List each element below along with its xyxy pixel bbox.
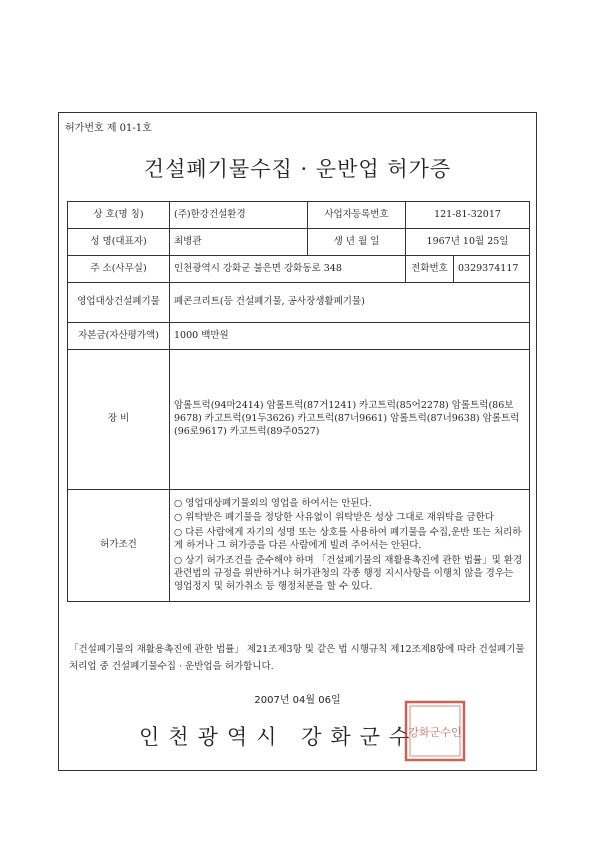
- condition-item: ○ 영업대상폐기물외의 영업을 하여서는 안된다.: [174, 497, 372, 509]
- svg-text:강화군수인: 강화군수인: [408, 726, 462, 739]
- table-row: [68, 229, 530, 256]
- phone-label: 전화번호: [406, 256, 454, 283]
- permit-certificate: [58, 112, 537, 771]
- conditions-list: [170, 490, 530, 602]
- birthdate-label: 생 년 월 일: [308, 229, 406, 256]
- issuing-authority: 인천광역시 강화군수: [139, 725, 419, 749]
- table-row: [68, 202, 530, 229]
- document-title: 건설폐기물수집 · 운반업 허가증: [143, 157, 452, 181]
- conditions-label: 허가조건: [68, 490, 170, 602]
- table-row: [68, 490, 530, 602]
- legal-basis-text: 「건설폐기물의 재활용촉진에 관한 법률」 제21조제3항 및 같은 법 시행규칙 제12조제8항에 따라 건설폐기물 처리업 중 건설폐기물수집 · 운반업을 허가합니다.: [69, 644, 525, 673]
- official-seal-icon: [404, 700, 466, 762]
- equipment-label: 장 비: [68, 350, 170, 490]
- waste-type-value: 폐콘크리트(등 건설폐기물, 공사장생활폐기물): [170, 283, 530, 323]
- company-value: (주)한강건설환경: [170, 202, 308, 229]
- permit-details-table: [67, 201, 530, 602]
- permit-number: 허가번호 제 01-1호: [65, 123, 152, 134]
- company-label: 상 호(명 칭): [68, 202, 170, 229]
- address-label: 주 소(사무실): [68, 256, 170, 283]
- condition-item: ○ 위탁받은 폐기물을 정당한 사유없이 위탁받은 성상 그대로 재위탁을 금한다: [174, 512, 494, 524]
- table-row: [68, 256, 530, 283]
- capital-value: 1000 백만원: [170, 323, 530, 350]
- bizno-value: 121-81-32017: [406, 202, 530, 229]
- birthdate-value: 1967년 10월 25일: [406, 229, 530, 256]
- waste-type-label: 영업대상건설폐기물: [68, 283, 170, 323]
- table-row: [68, 283, 530, 323]
- condition-item: ○ 다른 사람에게 자기의 성명 또는 상호를 사용하여 폐기물을 수집,운반 또는 처리하게 하거나 그 허가증을 다른 사람에게 빌려 주어서는 안된다.: [174, 527, 522, 552]
- bizno-label: 사업자등록번호: [308, 202, 406, 229]
- table-row: [68, 323, 530, 350]
- condition-item: ○ 상기 허가조건을 준수해야 하며 「건설폐기물의 재활용촉진에 관한 법률」및 환경관련법의 규정을 위반하거나 허가관청의 각종 행정 지시사항을 이행치 않을 경우는 영업정지 및 허가취소 등 행정처분을 할 수 있다.: [174, 554, 523, 592]
- capital-label: 자본금(자산평가액): [68, 323, 170, 350]
- issue-date: 2007년 04월 06일: [254, 695, 341, 706]
- table-row: [68, 350, 530, 490]
- phone-value: 0329374117: [454, 256, 530, 283]
- equipment-value: 암롤트럭(94마2414) 암롤트럭(87거1241) 카고트럭(85어2278) 암롤트럭(86보9678) 카고트럭(91두3626) 카고트럭(87너9661) 암롤트럭(87너9638) 암롤트럭(96로9617) 카고트럭(89주0527): [170, 350, 530, 490]
- representative-value: 최병관: [170, 229, 308, 256]
- address-value: 인천광역시 강화군 불은면 강화동로 348: [170, 256, 406, 283]
- representative-label: 성 명(대표자): [68, 229, 170, 256]
